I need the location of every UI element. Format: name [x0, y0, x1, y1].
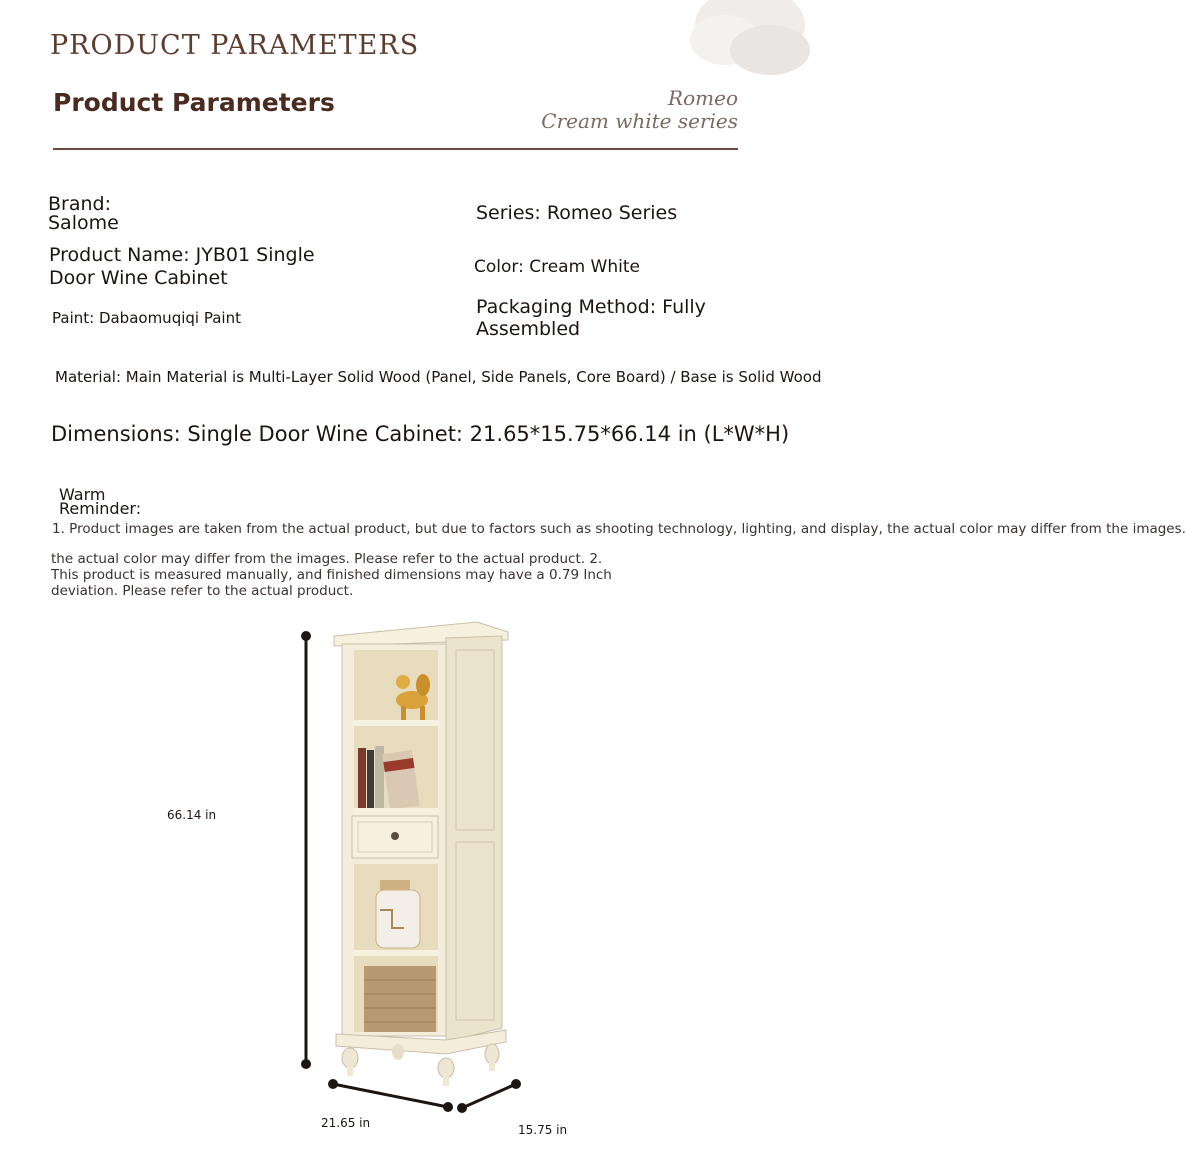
- brand-value: Salome: [48, 212, 119, 234]
- cabinet-illustration: [334, 622, 508, 1086]
- page-title: Product Parameters: [53, 88, 335, 117]
- reminder-text-block: [51, 551, 612, 599]
- reminder-text-line2: the actual color may differ from the images. Please refer to the actual product. 2.: [51, 551, 603, 567]
- height-label: 66.14 in: [167, 808, 217, 822]
- brand-label: Brand:: [48, 193, 111, 215]
- packaging-field: [476, 296, 706, 340]
- product-name-line2: Door Wine Cabinet: [49, 267, 228, 289]
- books: [358, 746, 420, 810]
- reminder-text-line3: This product is measured manually, and finished dimensions may have a 0.79 Inch: [51, 567, 612, 583]
- cloud-decoration: [670, 0, 800, 80]
- warm-reminder-label: [59, 485, 142, 518]
- warm-reminder-line1: Warm: [59, 485, 106, 504]
- series-field: Series: Romeo Series: [476, 202, 678, 224]
- product-name-line1: Product Name: JYB01 Single: [49, 244, 315, 266]
- reminder-text-line1: 1. Product images are taken from the actual product, but due to factors such as shooting technology, lighting, and display, the actual color may differ from the images.: [52, 521, 1186, 537]
- series-script-line1: Romeo: [668, 86, 738, 110]
- length-label: 21.65 in: [321, 1116, 371, 1130]
- material-field: Material: Main Material is Multi-Layer Solid Wood (Panel, Side Panels, Core Board) / Base is Solid Wood: [55, 368, 822, 386]
- cabinet-figure: [0, 610, 790, 1161]
- drawer: [352, 816, 438, 858]
- header-banner: PRODUCT PARAMETERS: [50, 30, 420, 61]
- brand-field: [48, 195, 119, 233]
- paint-field: Paint: Dabaomuqiqi Paint: [52, 309, 241, 327]
- dimensions-field: Dimensions: Single Door Wine Cabinet: 21.65*15.75*66.14 in (L*W*H): [51, 422, 790, 446]
- width-dimension-line: [457, 1079, 521, 1113]
- vase-ornament: [376, 880, 420, 948]
- reminder-text-line4: deviation. Please refer to the actual product.: [51, 583, 354, 599]
- product-name-field: [49, 244, 315, 290]
- color-field: Color: Cream White: [474, 257, 640, 277]
- wicker-basket: [364, 966, 436, 1032]
- header-divider: [53, 148, 738, 150]
- packaging-line2: Assembled: [476, 318, 581, 340]
- warm-reminder-line2: Reminder:: [59, 499, 142, 518]
- length-dimension-line: [328, 1079, 453, 1112]
- series-script-line2: Cream white series: [541, 109, 738, 133]
- packaging-line1: Packaging Method: Fully: [476, 296, 706, 318]
- width-label: 15.75 in: [518, 1123, 568, 1137]
- height-dimension-line: [301, 631, 311, 1069]
